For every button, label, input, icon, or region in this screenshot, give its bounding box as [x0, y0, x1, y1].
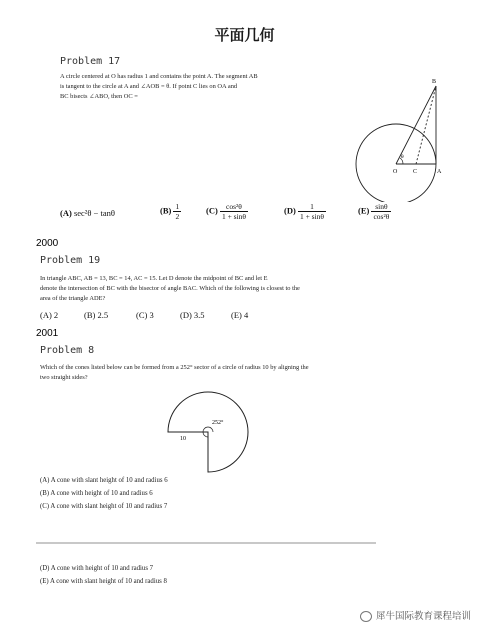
- choice-a-label: (A): [60, 208, 72, 218]
- label-theta: θ: [401, 154, 404, 160]
- problem-8-line: two straight sides?: [40, 374, 88, 381]
- wechat-icon: [360, 611, 372, 622]
- page-title: 平面几何: [214, 26, 275, 44]
- problem-17-line: A circle centered at O has radius 1 and contains the point A. The segment AB: [60, 73, 258, 80]
- choice-item: (E) 4: [231, 310, 249, 320]
- circle-shape: [356, 124, 436, 202]
- problem-17-line: is tangent to the circle at A and ∠AOB = θ. If point C lies on OA and: [60, 83, 238, 90]
- sector-figure: [150, 384, 270, 474]
- problem-17-text: [60, 72, 345, 102]
- option-item: (B) A cone with height of 10 and radius 6: [40, 490, 153, 497]
- option-item: (E) A cone with slant height of 10 and radius 8: [40, 578, 167, 585]
- segment-bc: [416, 86, 436, 164]
- choice-c-fraction: $\frac{\text{cos²θ}}{1 + \sin\theta}$: [221, 202, 247, 221]
- label-b: B: [432, 79, 437, 85]
- problem-19-heading: Problem 19: [40, 255, 101, 266]
- choice-c-label: (C): [206, 205, 218, 216]
- choice-d-label: (D): [284, 205, 296, 216]
- problem-17-figure: [350, 72, 460, 202]
- option-item: (C) A cone with slant height of 10 and radius 7: [40, 503, 168, 510]
- problem-17-heading: Problem 17: [60, 56, 121, 67]
- label-a: A: [437, 169, 442, 175]
- page-divider: [36, 542, 376, 544]
- problem-8-heading: Problem 8: [40, 345, 95, 356]
- year-2001: 2001: [36, 328, 59, 339]
- problem-19-text: [40, 274, 460, 304]
- problem-8-options: [40, 474, 168, 513]
- choice-item: (B) 2.5: [84, 310, 109, 320]
- problem-19-line: denote the intersection of BC with the bisector of angle BAC. Which of the following is closest to the: [40, 285, 300, 292]
- problem-8-line: Which of the cones listed below can be formed from a 252° sector of a circle of radius 10 by aligning the: [40, 364, 309, 371]
- label-o: O: [393, 169, 398, 175]
- choice-b-label: (B): [160, 205, 172, 216]
- choice-e: [358, 202, 391, 221]
- sector-shape: [168, 392, 248, 472]
- segment-ob: [396, 86, 436, 164]
- choice-item: (D) 3.5: [180, 310, 205, 320]
- choice-e-fraction: $\frac{\sin\theta}{\text{cos²θ}}$: [373, 202, 390, 221]
- choice-b-fraction: $\frac{1}{2}$: [175, 202, 180, 221]
- option-item: (A) A cone with slant height of 10 and radius 6: [40, 477, 168, 484]
- option-item: (D) A cone with height of 10 and radius 7: [40, 565, 154, 572]
- sector-angle-label: 252°: [212, 420, 224, 426]
- choice-d: [284, 202, 326, 221]
- year-2000: 2000: [36, 238, 59, 249]
- choice-d-fraction: $\frac{1}{1 + \sin\theta}$: [299, 202, 325, 221]
- problem-19-line: In triangle ABC, AB = 13, BC = 14, AC = 15. Let D denote the midpoint of BC and let E: [40, 275, 268, 282]
- problem-8-options-continued: [40, 562, 167, 588]
- choice-item: (A) 2: [40, 310, 59, 320]
- problem-17-line: BC bisects ∠ABO, then OC =: [60, 93, 138, 100]
- problem-19-line: area of the triangle ADE?: [40, 295, 106, 302]
- footer-watermark: [360, 608, 471, 622]
- choice-a: [60, 208, 115, 218]
- choice-b: [160, 202, 181, 221]
- footer-text: 犀牛国际教育课程培训: [375, 611, 471, 622]
- problem-8-text: [40, 363, 460, 383]
- choice-a-text: sec²θ − tanθ: [73, 208, 115, 218]
- choice-item: (C) 3: [136, 310, 154, 320]
- label-c: C: [413, 169, 418, 175]
- choice-c: [206, 202, 248, 221]
- sector-radius-label: 10: [180, 436, 186, 442]
- choice-e-label: (E): [358, 205, 370, 216]
